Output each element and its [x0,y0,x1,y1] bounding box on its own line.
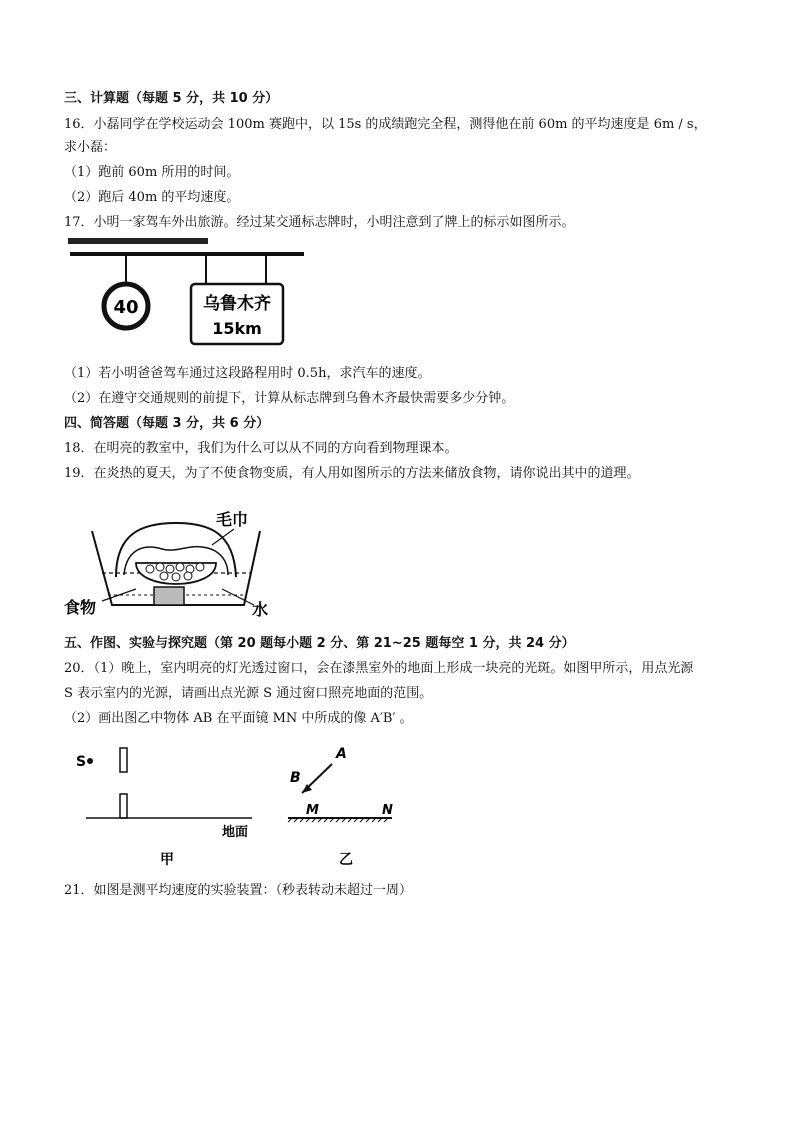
window-upper-wall [120,748,127,772]
light-source-label: S [76,754,87,770]
q21: 21．如图是测平均速度的实验装置：（秒表转动未超过一周） [64,883,413,898]
food-item [172,573,180,581]
q20-line2: S 表示室内的光源，请画出点光源 S 通过窗口照亮地面的范围。 [64,686,433,701]
q16-part1: （1）跑前 60m 所用的时间。 [64,165,240,180]
food-item [160,572,168,580]
q19: 19．在炎热的夏天，为了不使食物变质，有人用如图所示的方法来储放食物，请你说出其中的道理。 [64,466,640,481]
q20-part2: （2）画出图乙中物体 AB 在平面镜 MN 中所成的像 A′B′ 。 [64,711,413,726]
point-a-label: A [336,746,347,762]
food-storage-figure [64,505,284,625]
q16-part2: （2）跑后 40m 的平均速度。 [64,190,240,205]
section4-heading: 四、简答题（每题 3 分，共 6 分） [64,416,270,431]
point-n-label: N [382,803,393,818]
q17-part2: （2）在遵守交通规则的前提下，计算从标志牌到乌鲁木齐最快需要多少分钟。 [64,391,515,406]
towel-label: 毛巾 [216,510,249,529]
point-b-label: B [290,770,301,786]
q16-line2: 求小磊： [64,140,117,155]
light-source-dot [87,758,93,764]
traffic-sign-figure [64,236,314,356]
figure-jia-caption: 甲 [160,852,174,868]
sign-distance: 15km [212,319,262,338]
window-lower-wall [120,794,127,818]
figure-yi-caption: 乙 [339,852,353,868]
ground-label: 地面 [222,825,249,840]
food-leader [102,589,136,601]
speed-limit-value: 40 [113,297,139,318]
food-item [146,565,154,573]
food-label: 食物 [64,598,97,617]
point-m-label: M [306,803,319,818]
q16-line1: 16．小磊同学在学校运动会 100m 赛跑中，以 15s 的成绩跑完全程，测得他在前 60m 的平均速度是 6m / s， [64,117,707,132]
section5-heading: 五、作图、实验与探究题（第 20 题每小题 2 分、第 21~25 题每空 1 分，共 24 分） [64,636,575,651]
figure-crop-artifact [68,238,208,244]
q17-stem: 17．小明一家驾车外出旅游。经过某交通标志牌时，小明注意到了牌上的标示如图所示。 [64,215,575,230]
q18: 18．在明亮的教室中，我们为什么可以从不同的方向看到物理课本。 [64,441,458,456]
food-item [176,563,184,571]
bowl-stand [154,587,184,605]
light-mirror-figure [64,738,404,873]
section3-heading: 三、计算题（每题 5 分，共 10 分） [64,91,279,106]
sign-place-name: 乌鲁木齐 [203,294,271,314]
q20-line1: 20．（1）晚上，室内明亮的灯光透过窗口，会在漆黑室外的地面上形成一块亮的光斑。如图甲所示，用点光源 [64,661,694,676]
food-item [184,572,192,580]
water-leader [222,589,254,605]
food-item [166,565,174,573]
water-label: 水 [252,600,269,619]
food-item [156,563,164,571]
food-item [196,563,204,571]
q17-part1: （1）若小明爸爸驾车通过这段路程用时 0.5h，求汽车的速度。 [64,366,431,381]
